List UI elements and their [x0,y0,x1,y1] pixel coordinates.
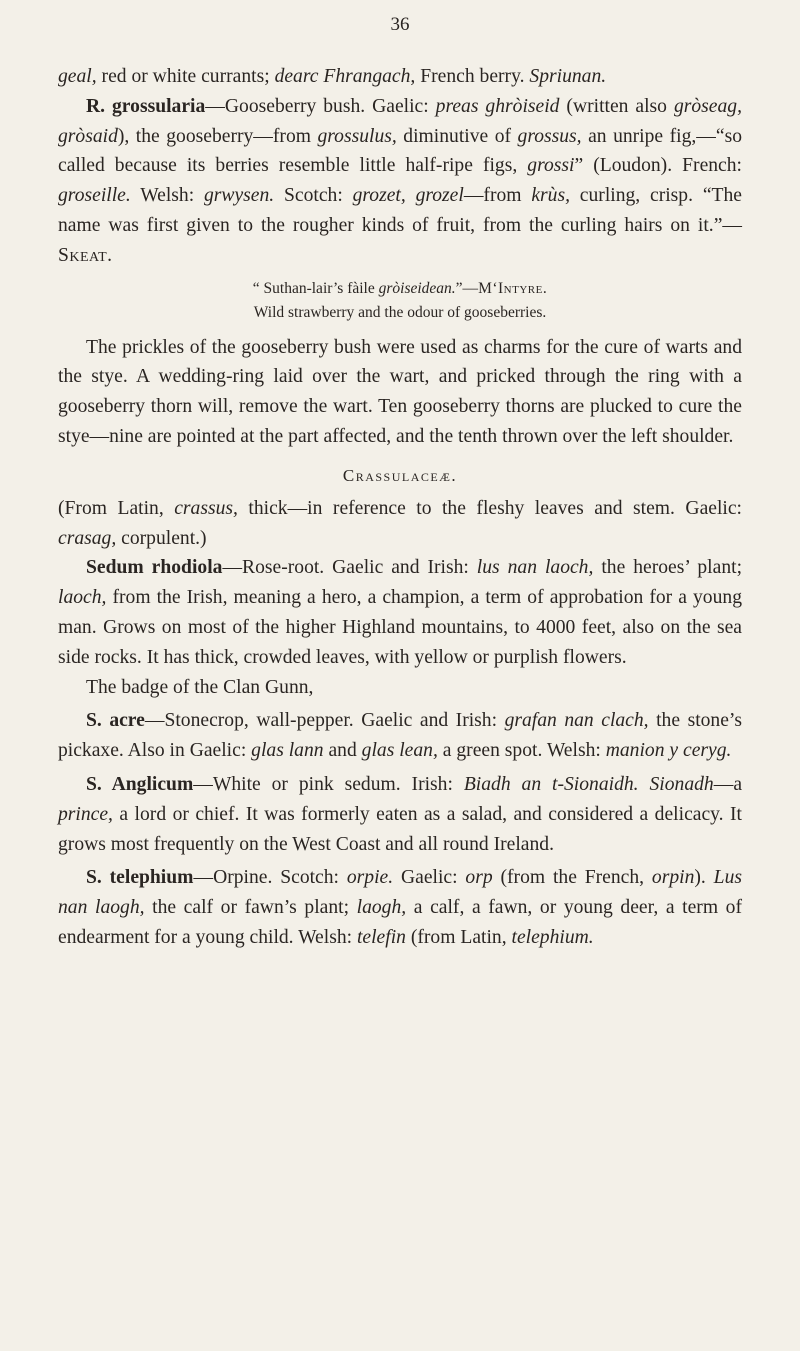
term: laoch, [58,587,107,609]
text: —Stonecrop, wall-pepper. Gaelic and Irish: [144,710,505,732]
text: a calf, a fawn, or young deer, a term of endearment for a young child. Welsh: [58,897,742,948]
term: grossulus, [317,125,397,147]
text: an unripe fig,—“so called because its berries resemble little half-ripe figs, [58,125,742,177]
paragraph-rhodiola [58,553,742,672]
species-name: S. Anglicum [86,773,194,795]
text: ). [694,867,714,889]
term: krùs, [531,185,570,207]
section-heading: Crassulaceæ. [342,465,458,485]
term: orpin [651,867,695,889]
paragraph-gooseberry [58,92,742,271]
text: —White or pink sedum. Irish: [193,773,464,795]
term: telephium. [511,926,594,948]
text: —Rose-root. Gaelic and Irish: [222,557,477,579]
text: —Gooseberry bush. Gaelic: [205,95,436,117]
text: the calf or fawn’s plant; [144,897,357,919]
term: telefin [356,926,406,948]
quote-translation: Wild strawberry and the odour of gooseberries. [253,303,547,321]
term: Biadh an t-Sionaidh. [463,773,639,795]
text: red or white currants; [96,66,275,87]
term: lus nan laoch, [476,557,594,579]
text: —from [463,185,532,207]
paragraph-currants [58,62,742,92]
text: a green spot. Welsh: [437,740,606,762]
paragraph-telephium [58,863,742,952]
text: —Orpine. Scotch: [193,867,347,889]
citation: M‘Intyre. [478,279,548,297]
term: preas ghròiseid [435,95,560,117]
text: ” (Loudon). French: [574,155,742,177]
term: orpie. [346,867,394,889]
page-number: 36 [390,14,410,35]
text: a lord or chief. It was formerly eaten as a salad, and considered a delicacy. It grows most frequently on the West Coast and all round Ireland. [58,803,742,855]
term: grossus, [517,125,582,147]
species-name: Sedum rhodiola [86,557,223,579]
text: curling, crisp. “The name was first given to the rougher kinds of fruit, from the curling hairs on it.”— [58,185,742,236]
text: and [323,740,362,762]
text: ”— [455,279,479,297]
text: from the Irish, meaning a hero, a champion, a term of approbation for a young man. Grows on most of the higher Highland mountains, to 4000 feet, also on the sea side rocks. It has thick, crowded leaves, with yellow or purplish flowers. [58,587,742,668]
term: crasag, [58,527,117,549]
text: corpulent.) [116,527,207,549]
species-name: S. acre [86,710,145,732]
text: French berry. [415,66,530,87]
text: diminutive of [396,125,518,147]
citation: Skeat. [58,244,113,266]
text: thick—in reference to the fleshy leaves and stem. Gaelic: [237,497,742,519]
term: geal, [58,66,97,87]
paragraph-anglicum [58,770,742,859]
term: grozet, grozel [352,185,464,207]
term: gròiseidean. [378,279,456,297]
term: glas lean, [361,740,438,762]
text: Welsh: [130,185,204,207]
term: gròseag, gròsaid [58,95,742,147]
paragraph-crassus [58,494,742,554]
text: —a [713,773,743,795]
species-name: R. grossularia [86,95,206,117]
text: Scotch: [274,185,353,207]
text: the heroes’ plant; [593,557,743,579]
term: dearc Fhrangach, [274,66,416,87]
paragraph-acre [58,706,742,766]
species-name: S. telephium [86,867,194,889]
term: grossi [527,155,575,177]
term: prince, [58,803,113,825]
text: (From Latin, [58,497,175,519]
term: orp [465,867,493,889]
paragraph-badge: The badge of the Clan Gunn, [86,676,314,698]
text: (from Latin, [405,926,512,948]
term: grwysen. [203,185,275,207]
term: manion y ceryg. [605,740,732,762]
text: Gaelic: [393,867,466,889]
text [639,774,650,795]
term: laogh, [356,897,407,919]
text: the stone’s pickaxe. Also in Gaelic: [58,710,742,762]
term: Spriunan. [529,66,607,87]
text: (from the French, [492,867,652,889]
term: Sionadh [649,773,714,795]
term: groseille. [58,185,131,207]
term: grafan nan clach, [504,710,649,732]
text: ), the gooseberry—from [117,125,318,147]
text: (written also [559,95,674,117]
term: glas lann [251,740,324,762]
paragraph-prickles: The prickles of the gooseberry bush were used as charms for the cure of warts and the stye. A wedding-ring laid over the wart, and pricked through the ring with a gooseberry thorn will, remove the wart. Ten gooseberry thorns are plucked to cure the stye—nine are pointed at the part affected, and the tenth thrown over the left shoulder. [58,336,742,447]
term: Lus nan laogh, [58,867,742,919]
quote-line [58,277,742,301]
text: “ Suthan-lair’s fàile [252,279,379,297]
term: crassus, [174,497,238,519]
